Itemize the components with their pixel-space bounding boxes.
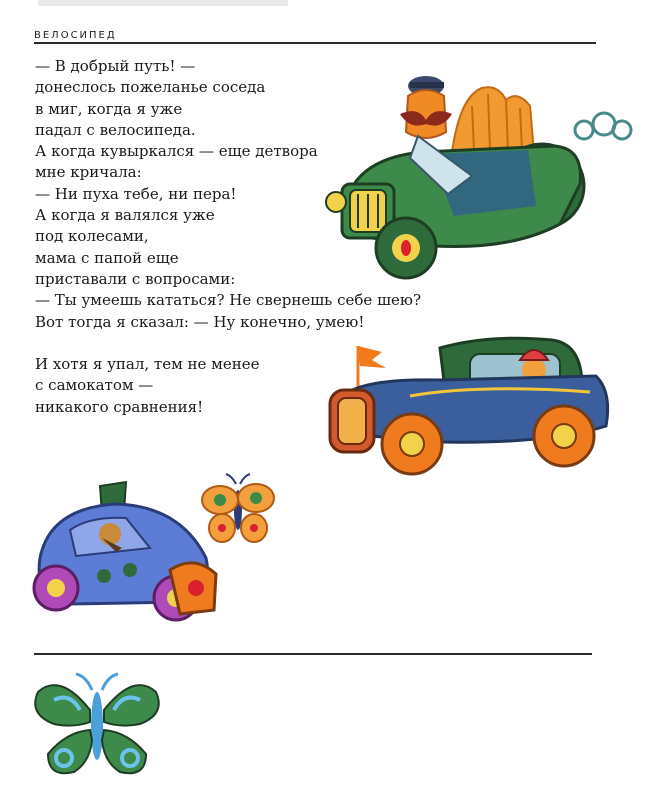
poem-line: — В добрый путь! — (35, 57, 196, 75)
poem-line: под колесами, (35, 227, 149, 246)
poem-line: Вот тогда я сказал: — Ну конечно, умею! (35, 312, 365, 331)
header-rule (34, 42, 596, 44)
poem-line: падал с велосипеда. (35, 120, 196, 139)
poem-line: И хотя я упал, тем не менее (35, 355, 260, 374)
poem-line: мне кричала: (35, 163, 142, 182)
poem-line: с самокатом — (35, 376, 154, 395)
top-edge-bar (38, 0, 288, 6)
poem-line: приставали с вопросами: (35, 269, 236, 288)
poem-line: А когда я валялся уже (35, 206, 215, 225)
poem-line: — Ты умеешь кататься? Не свернешь себе шею? (35, 291, 421, 310)
blue-butterfly-illustration (30, 670, 165, 782)
orange-butterfly-illustration (196, 470, 278, 550)
running-header: ВЕЛОСИПЕД (34, 30, 117, 41)
poem-line: в миг, когда я уже (35, 99, 183, 118)
poem-line: никакого сравнения! (35, 397, 204, 416)
poem-line: — Ни пуха тебе, ни пера! (35, 184, 237, 203)
poem-line: донеслось пожеланье соседа (35, 78, 266, 97)
poem-line: мама с папой еще (35, 248, 179, 267)
footer-rule (34, 653, 592, 655)
orange-car-illustration (320, 326, 615, 484)
poem-line: А когда кувыркался — еще детвора (35, 142, 318, 161)
green-car-illustration (322, 66, 634, 288)
blue-car-illustration (30, 478, 222, 624)
